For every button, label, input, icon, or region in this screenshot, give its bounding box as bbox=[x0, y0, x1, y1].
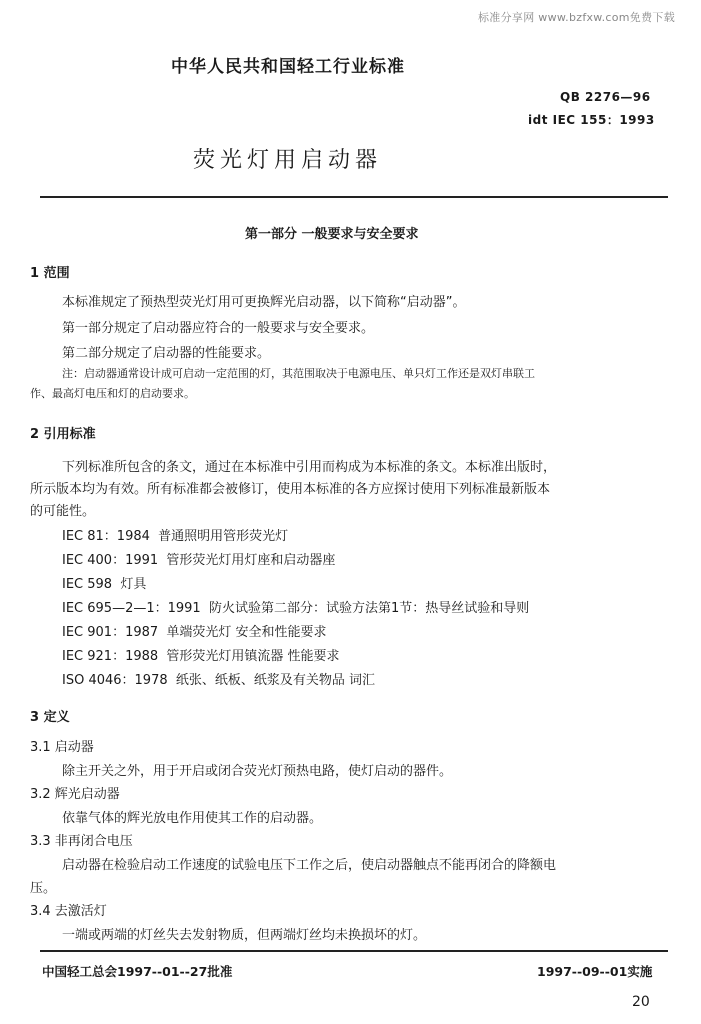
definition-3-4-text: 一端或两端的灯丝失去发射物质，但两端灯丝均未换损坏的灯。 bbox=[62, 928, 427, 943]
section-2-paragraph-line-1: 下列标准所包含的条文，通过在本标准中引用而构成为本标准的条文。本标准出版时， bbox=[62, 460, 557, 475]
reference-item bbox=[62, 525, 288, 544]
footer-divider bbox=[40, 950, 668, 952]
reference-title: 管形荧光灯用灯座和启动器座 bbox=[166, 553, 336, 568]
definition-3-2-heading: 3.2 辉光启动器 bbox=[30, 787, 120, 802]
page-number: 20 bbox=[632, 994, 650, 1010]
section-1-paragraph-2: 第一部分规定了启动器应符合的一般要求与安全要求。 bbox=[62, 321, 375, 336]
reference-title: 纸张、纸板、纸浆及有关物品 词汇 bbox=[175, 673, 376, 688]
reference-code: IEC 598 bbox=[62, 577, 113, 592]
reference-title: 管形荧光灯用镇流器 性能要求 bbox=[166, 649, 340, 664]
definition-3-1-text: 除主开关之外，用于开启或闭合荧光灯预热电路，使灯启动的器件。 bbox=[62, 764, 453, 779]
document-title: 荧光灯用启动器 bbox=[193, 148, 383, 173]
reference-title: 普通照明用管形荧光灯 bbox=[158, 529, 289, 544]
reference-item bbox=[62, 645, 340, 664]
watermark: 标准分享网 www.bzfxw.com免费下载 bbox=[478, 11, 675, 24]
section-1-note-line-2: 作、最高灯电压和灯的启动要求。 bbox=[30, 387, 195, 400]
reference-code: IEC 921：1988 bbox=[62, 649, 159, 664]
reference-code: IEC 695—2—1：1991 bbox=[62, 601, 201, 616]
section-1-heading: 1 范围 bbox=[30, 266, 70, 281]
section-2-paragraph-line-2: 所示版本均为有效。所有标准都会被修订，使用本标准的各方应探讨使用下列标准最新版本 bbox=[30, 482, 551, 497]
equivalent-standard: idt IEC 155：1993 bbox=[528, 113, 655, 127]
section-1-paragraph-1: 本标准规定了预热型荧光灯用可更换辉光启动器，以下简称“启动器”。 bbox=[62, 295, 466, 310]
part-title: 第一部分 一般要求与安全要求 bbox=[245, 227, 419, 242]
reference-code: ISO 4046：1978 bbox=[62, 673, 168, 688]
section-3-heading: 3 定义 bbox=[30, 710, 70, 725]
reference-item bbox=[62, 597, 529, 616]
definition-3-3-heading: 3.3 非再闭合电压 bbox=[30, 834, 133, 849]
section-2-heading: 2 引用标准 bbox=[30, 427, 96, 442]
definition-3-3-text-line-2: 压。 bbox=[30, 881, 57, 896]
section-2-paragraph-line-3: 的可能性。 bbox=[30, 504, 96, 519]
reference-item bbox=[62, 621, 327, 640]
header-divider bbox=[40, 196, 668, 198]
approval-date: 中国轻工总会1997--01--27批准 bbox=[42, 964, 233, 979]
reference-title: 防火试验第二部分：试验方法第1节：热导丝试验和导则 bbox=[208, 601, 530, 616]
definition-3-2-text: 依靠气体的辉光放电作用使其工作的启动器。 bbox=[62, 811, 323, 826]
standard-code: QB 2276—96 bbox=[560, 90, 651, 104]
section-1-paragraph-3: 第二部分规定了启动器的性能要求。 bbox=[62, 346, 271, 361]
reference-item bbox=[62, 573, 146, 592]
reference-item bbox=[62, 669, 375, 688]
reference-title: 灯具 bbox=[120, 577, 147, 592]
section-1-note-line-1: 注：启动器通常设计成可启动一定范围的灯，其范围取决于电源电压、单只灯工作还是双灯串联工 bbox=[62, 367, 535, 380]
reference-code: IEC 400：1991 bbox=[62, 553, 159, 568]
reference-item bbox=[62, 549, 335, 568]
implementation-date: 1997--09--01实施 bbox=[537, 964, 653, 979]
industry-standard-title: 中华人民共和国轻工行业标准 bbox=[171, 57, 405, 77]
definition-3-4-heading: 3.4 去激活灯 bbox=[30, 904, 107, 919]
reference-code: IEC 81：1984 bbox=[62, 529, 150, 544]
definition-3-3-text-line-1: 启动器在检验启动工作速度的试验电压下工作之后，使启动器触点不能再闭合的降额电 bbox=[62, 858, 557, 873]
reference-code: IEC 901：1987 bbox=[62, 625, 159, 640]
reference-title: 单端荧光灯 安全和性能要求 bbox=[166, 625, 327, 640]
definition-3-1-heading: 3.1 启动器 bbox=[30, 740, 94, 755]
